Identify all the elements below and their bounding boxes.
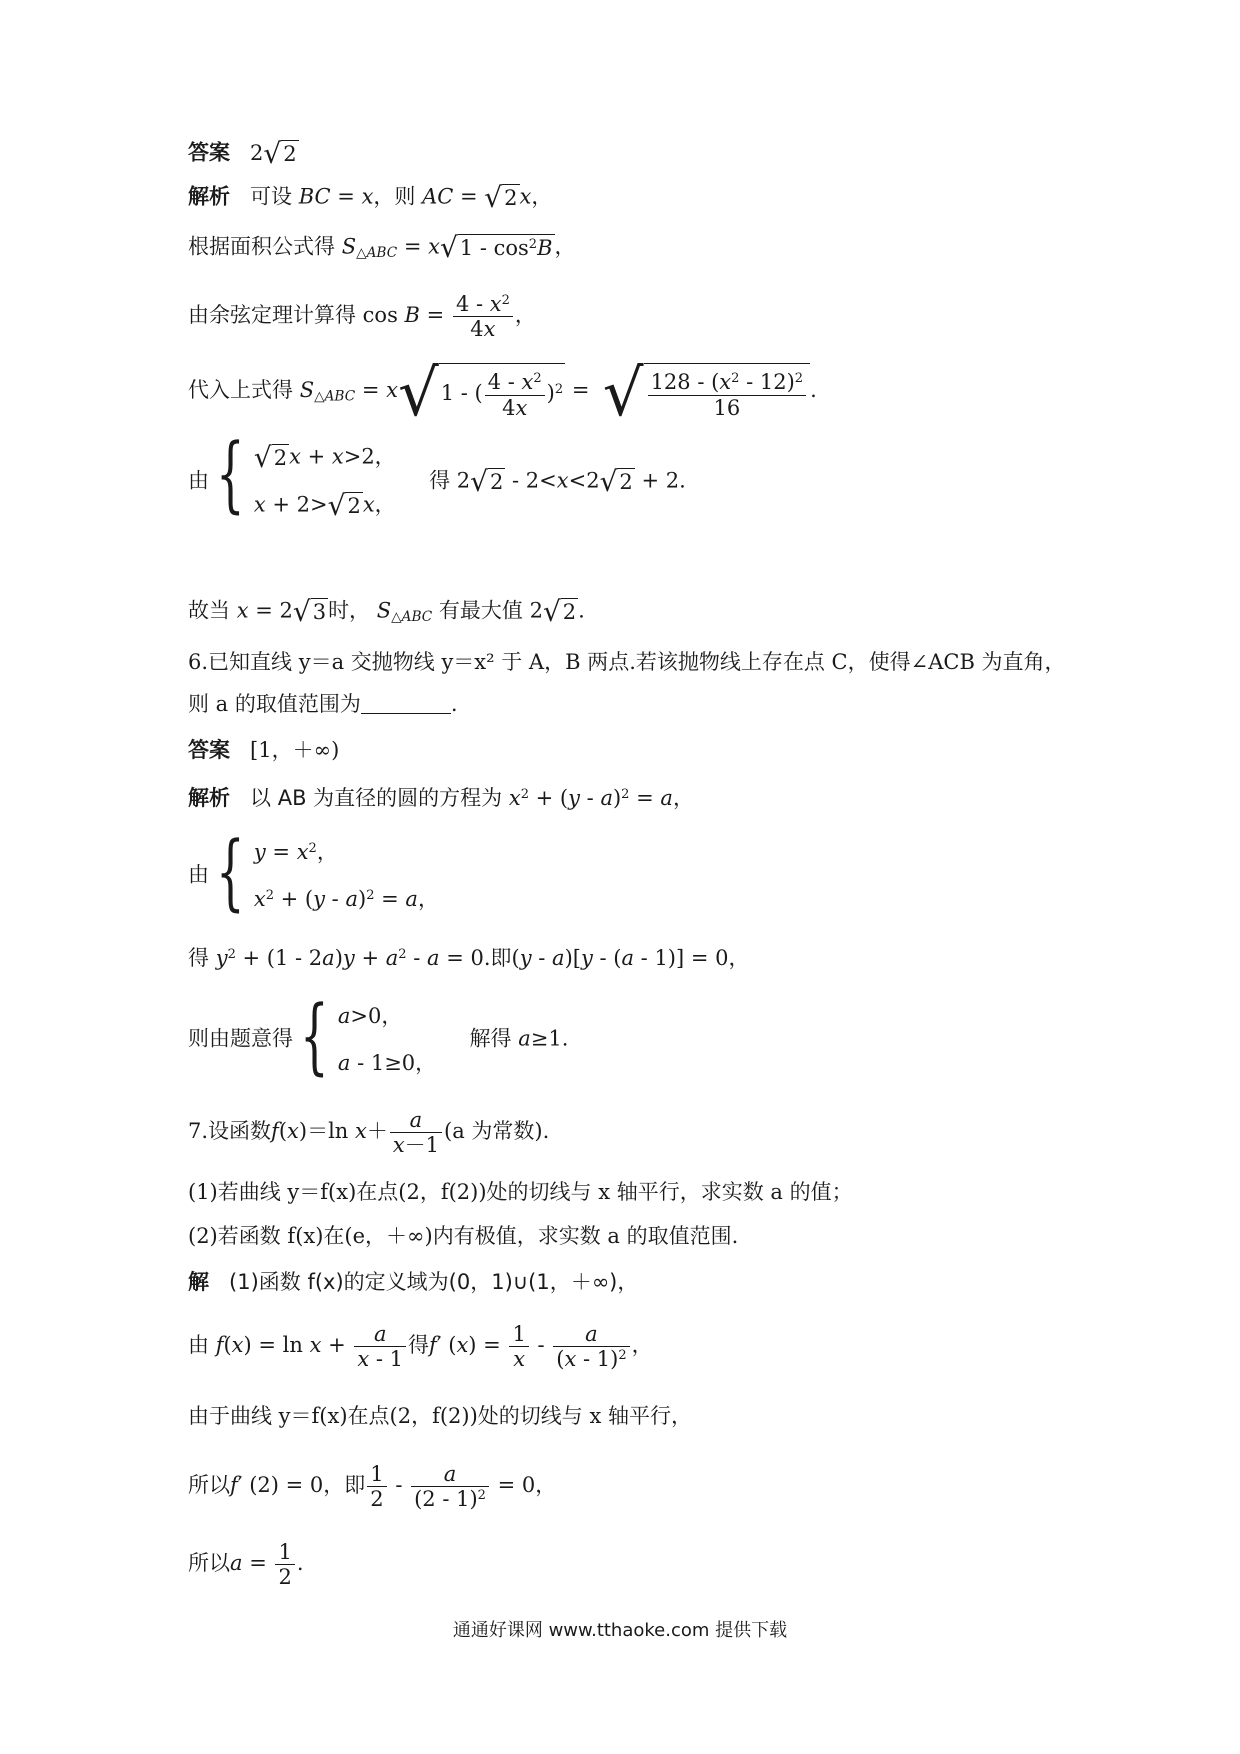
q7-derivative: 由 f(x) = ln x + $\frac{a}{x - 1}$ 得f′ (x) = $\frac{1}{x}$ - $\frac{a}{(x - 1)^2}$ ，	[188, 1322, 653, 1372]
q5-answer-line	[188, 137, 299, 170]
page-footer: 通通好课网 www.tthaoke.com 提供下载	[452, 1620, 788, 1641]
q7-solution-line3: 由于曲线 y＝f(x)在点(2，f(2))处的切线与 x 轴平行，	[188, 1404, 692, 1428]
q6-analysis-line1: 解析 以 AB 为直径的圆的方程为 $x^2 + (y - a)^2 = a$，	[188, 786, 694, 810]
q6-stem-line2: 则 a 的取值范围为 .	[188, 692, 458, 716]
q7-stem: 7.设函数f(x)＝ln x＋ $\frac{a}{x-1}$ (a 为常数).	[188, 1108, 550, 1158]
q6-answer-line: 答案 [1，＋∞)	[188, 738, 340, 762]
q6-answer-value: [1，＋∞)	[250, 738, 340, 762]
q6-equation-system: 由 { $y = x^2$， $x^2 + (y - a)^2 = a$，	[188, 825, 439, 920]
answer-label: 答案	[188, 140, 230, 165]
q7-solution-line4: 所以f′ (2) = 0，即 $\frac{1}{2}$ - $\frac{a}{(2 - 1)^2}$ = 0，	[188, 1462, 557, 1512]
answer-value: 2√2	[250, 137, 297, 170]
q7-solution-line1: 解 (1)函数 f(x)的定义域为(0，1)∪(1，＋∞)，	[188, 1270, 639, 1294]
q5-analysis-line1: 解析 可设 BC = x，则 AC = √2x，	[188, 181, 553, 214]
q5-substitution: 代入上式得 $S_{\triangle ABC} = x√1$ - ( $\frac{4 - x^2}{4x}$ )$^2$ = √ $\frac{128 - (x^2 - 12)^2}{16}$ .	[188, 357, 817, 431]
q7-solution-line5: 所以a = $\frac{1}{2}$ .	[188, 1540, 304, 1590]
q5-conclusion: 故当 x = 2√3时， $S_{\triangle ABC}$ 有最大值 2√2.	[188, 595, 585, 628]
q6-condition-system: 则由题意得 { a>0， a - 1≥0， 解得 a≥1.	[188, 989, 569, 1084]
q6-quadratic: 得 $y^2 + (1 - 2a)y + a^2 - a = 0$.即(y - a)[y - (a - 1)] = 0，	[188, 946, 750, 970]
solution-label: 解	[188, 1270, 209, 1294]
answer-blank	[361, 695, 451, 714]
q5-area-formula: 根据面积公式得 $S_{\triangle ABC} = x√1 - \cos^2B$，	[188, 231, 576, 264]
q5-inequality-system: 由 { √2x + x>2， x + 2>√2x， 得 2√2 - 2<x<2√2 + 2.	[188, 427, 686, 522]
q7-part2: (2)若函数 f(x)在(e，＋∞)内有极值，求实数 a 的取值范围.	[188, 1224, 739, 1248]
analysis-label: 解析	[188, 184, 230, 209]
q7-part1: (1)若曲线 y＝f(x)在点(2，f(2))处的切线与 x 轴平行，求实数 a 的值；	[188, 1180, 853, 1204]
q6-stem-line1: 6.已知直线 y＝a 交抛物线 y＝x² 于 A，B 两点.若该抛物线上存在点 C，使得∠ACB 为直角，	[188, 650, 1066, 674]
q5-cosine-rule: 由余弦定理计算得 cos B = $\frac{4 - x^2}{4x}$ ，	[188, 292, 536, 342]
